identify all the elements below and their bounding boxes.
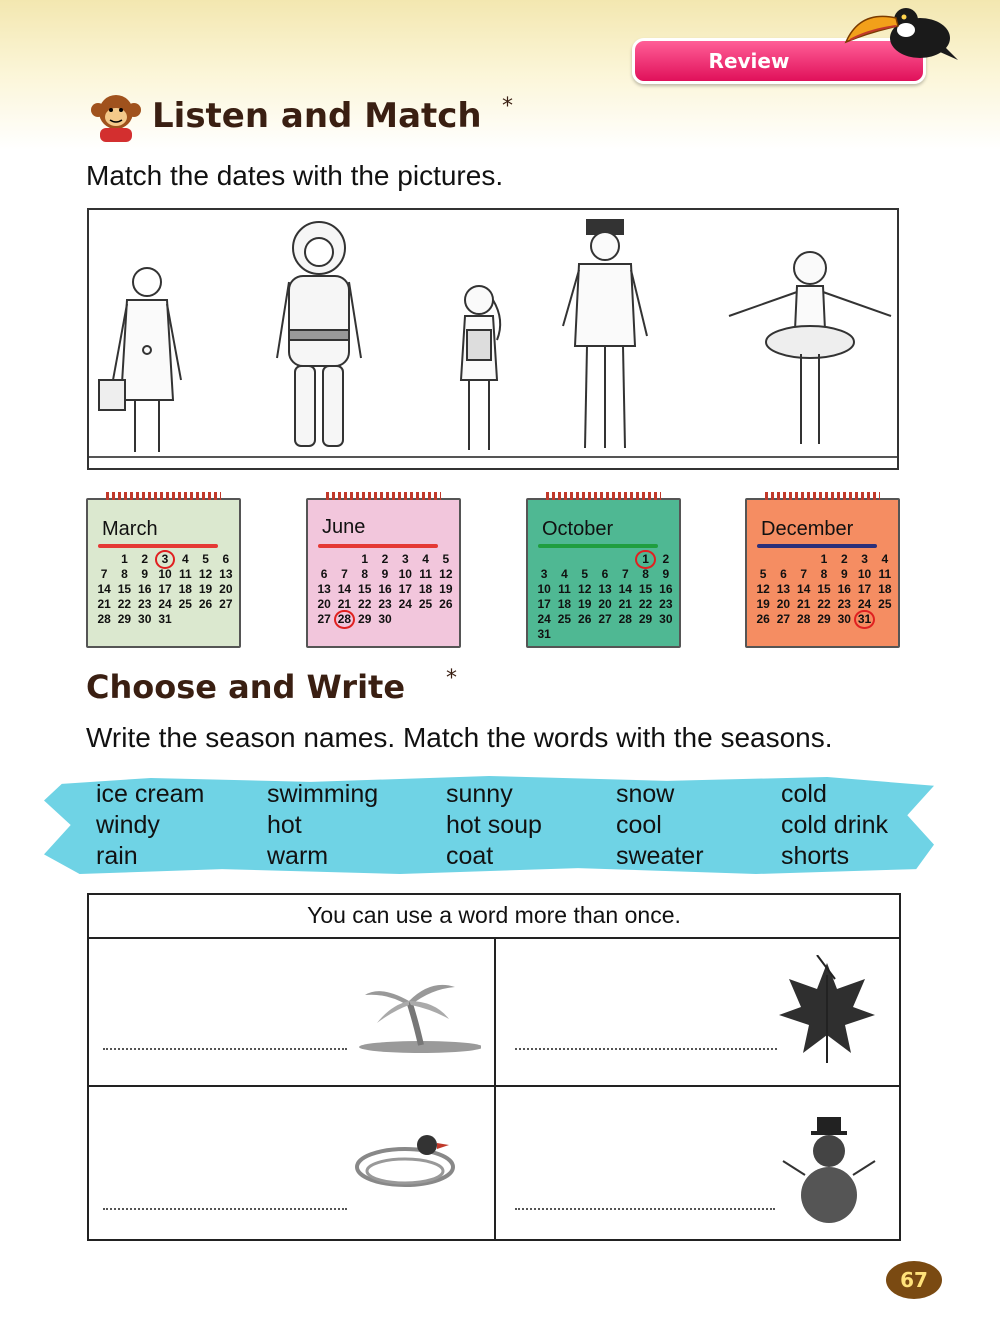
calendar-blank (94, 552, 114, 567)
table-divider-vertical (494, 937, 496, 1239)
calendar-day: 17 (158, 582, 172, 596)
calendar-day: 7 (100, 567, 108, 581)
calendar-day: 26 (756, 612, 770, 626)
calendar-day: 24 (158, 597, 172, 611)
calendar-day: 17 (398, 582, 412, 596)
calendar-day: 31 (537, 627, 551, 641)
calendar-day: 10 (158, 567, 172, 581)
calendar-day: 6 (222, 552, 230, 566)
astronaut-figure (269, 218, 369, 458)
section-title-choose: Choose and Write (86, 668, 406, 706)
maple-leaf-icon (777, 955, 877, 1065)
calendar-day: 25 (178, 597, 192, 611)
calendar-day: 25 (418, 597, 433, 611)
calendar-day: 27 (219, 597, 233, 611)
calendar-day: 29 (638, 612, 653, 626)
calendar-day: 22 (117, 597, 132, 611)
calendar-day: 2 (840, 552, 848, 566)
calendar-blank (794, 552, 814, 567)
calendar-day: 15 (117, 582, 132, 596)
calendar-day: 18 (557, 597, 572, 611)
calendar-day: 22 (817, 597, 831, 611)
calendar-day: 16 (659, 582, 673, 596)
word-bank-item: windy (96, 811, 160, 839)
calendar-day: 11 (878, 567, 892, 581)
page-number: 67 (886, 1261, 942, 1299)
calendar-month: December (761, 518, 854, 540)
calendar-day: 3 (861, 552, 868, 566)
calendar-day: 12 (756, 582, 770, 596)
calendar-day: 30 (138, 612, 152, 626)
calendar-day: 6 (320, 567, 328, 581)
calendar-day: 24 (398, 597, 412, 611)
calendar-day: 9 (840, 567, 848, 581)
section-title-listen: Listen and Match (152, 96, 482, 136)
calendar-day: 23 (659, 597, 673, 611)
doctor-figure (97, 260, 187, 460)
calendar-day: 12 (578, 582, 592, 596)
calendar-rings (326, 492, 441, 500)
word-bank-item: swimming (267, 780, 379, 808)
calendar-day: 28 (97, 612, 111, 626)
calendar-day: 9 (141, 567, 149, 581)
calendar-day: 4 (422, 552, 429, 566)
calendar-day: 21 (337, 597, 352, 611)
calendar-day: 27 (776, 612, 791, 626)
calendar-day: 17 (857, 582, 872, 596)
calendar-blank (334, 552, 354, 567)
calendar-day: 30 (659, 612, 673, 626)
calendar-day: 5 (202, 552, 209, 566)
calendar-day: 28 (797, 612, 811, 626)
word-bank-item: hot soup (446, 811, 542, 839)
calendar-day: 2 (662, 552, 670, 566)
calendar-day: 4 (181, 552, 189, 566)
calendar-day: 27 (598, 612, 612, 626)
calendar-day: 7 (621, 567, 629, 581)
calendar-month: March (102, 518, 158, 540)
toucan-icon (820, 0, 960, 72)
calendar-day: 18 (878, 582, 892, 596)
calendar-day: 7 (341, 567, 348, 581)
calendar-underline (98, 544, 218, 548)
calendar-day: 20 (776, 597, 791, 611)
calendar-blank (615, 552, 635, 567)
calendar-day: 8 (361, 567, 369, 581)
calendar-day: 4 (881, 552, 889, 566)
calendar-day: 24 (857, 597, 872, 611)
calendar-blank (773, 552, 793, 567)
calendar-day: 11 (419, 567, 432, 581)
word-bank-item: ice cream (96, 780, 205, 808)
season-table (87, 893, 901, 1241)
calendar-day: 10 (857, 567, 872, 581)
review-tab-label: Review (708, 49, 790, 73)
calendar-december (745, 498, 900, 648)
calendar-day: 22 (638, 597, 653, 611)
calendar-day: 1 (361, 552, 369, 566)
calendar-day: 27 (317, 612, 331, 626)
calendar-day: 26 (578, 612, 592, 626)
word-bank-item: cold drink (781, 811, 888, 839)
word-bank-item: hot (267, 811, 302, 839)
star-icon: * (446, 666, 457, 691)
calendar-day: 19 (578, 597, 592, 611)
calendar-day: 19 (198, 582, 213, 596)
calendar-day: 6 (780, 567, 787, 581)
calendar-days (534, 552, 676, 642)
calendar-day: 3 (401, 552, 409, 566)
calendar-day: 16 (138, 582, 152, 596)
calendar-day: 21 (618, 597, 632, 611)
calendar-month: October (542, 518, 614, 540)
calendar-day: 11 (558, 582, 571, 596)
calendar-day: 12 (198, 567, 213, 581)
calendar-march (86, 498, 241, 648)
calendar-day: 16 (378, 582, 392, 596)
calendar-day: 25 (878, 597, 892, 611)
calendar-october (526, 498, 681, 648)
calendar-day: 21 (797, 597, 811, 611)
calendar-day: 10 (537, 582, 551, 596)
write-line-summer[interactable] (103, 1048, 347, 1050)
calendar-day-circled: 31 (854, 610, 874, 629)
calendar-day: 8 (121, 567, 128, 581)
calendar-day: 19 (756, 597, 770, 611)
calendar-june (306, 498, 461, 648)
calendar-day: 25 (557, 612, 572, 626)
calendar-day: 24 (537, 612, 551, 626)
table-divider-horizontal (89, 1085, 899, 1087)
calendar-blank (595, 552, 615, 567)
calendar-day: 19 (439, 582, 453, 596)
calendar-day: 2 (381, 552, 389, 566)
calendar-blank (314, 552, 334, 567)
calendar-day: 15 (358, 582, 372, 596)
calendar-days (753, 552, 895, 627)
calendar-day: 5 (759, 567, 767, 581)
palm-tree-icon (351, 975, 481, 1055)
calendar-day: 14 (97, 582, 111, 596)
table-header: You can use a word more than once. (89, 895, 899, 939)
calendar-day-circled: 3 (155, 550, 175, 569)
calendar-day: 9 (381, 567, 389, 581)
calendar-day: 23 (378, 597, 392, 611)
monkey-icon (86, 92, 146, 142)
calendar-blank (554, 552, 574, 567)
calendar-day: 13 (219, 567, 233, 581)
calendar-blank (575, 552, 595, 567)
calendar-day: 1 (820, 552, 828, 566)
calendar-underline (318, 544, 438, 548)
calendar-day: 18 (178, 582, 192, 596)
calendar-day: 20 (219, 582, 233, 596)
word-bank-item: warm (267, 842, 329, 870)
calendar-rings (106, 492, 221, 500)
calendar-day: 10 (398, 567, 412, 581)
calendar-day: 13 (317, 582, 331, 596)
calendar-day: 7 (800, 567, 808, 581)
calendar-days (94, 552, 236, 627)
ballerina-figure (725, 244, 895, 454)
calendar-day: 5 (581, 567, 589, 581)
calendar-day: 20 (598, 597, 612, 611)
calendar-day: 6 (601, 567, 609, 581)
calendar-day: 29 (817, 612, 831, 626)
calendar-day: 14 (618, 582, 632, 596)
calendar-day-circled: 28 (334, 610, 354, 629)
bird-nest-icon (353, 1125, 463, 1195)
calendar-day: 28 (618, 612, 632, 626)
calendar-day: 8 (820, 567, 828, 581)
word-bank-item: cool (616, 811, 662, 839)
word-bank-item: rain (96, 842, 138, 870)
calendar-day: 23 (138, 597, 152, 611)
snowman-icon (779, 1115, 879, 1225)
calendar-day: 3 (540, 567, 548, 581)
calendar-day: 31 (158, 612, 172, 626)
write-line-autumn[interactable] (515, 1048, 777, 1050)
calendar-rings (765, 492, 880, 500)
write-line-spring[interactable] (103, 1208, 347, 1210)
calendar-day: 15 (638, 582, 653, 596)
calendar-day: 26 (198, 597, 213, 611)
calendar-day: 23 (837, 597, 851, 611)
calendar-day: 16 (837, 582, 851, 596)
word-bank-item: shorts (781, 842, 850, 870)
word-bank-item: sweater (616, 842, 704, 870)
calendar-day: 22 (358, 597, 372, 611)
calendar-underline (757, 544, 877, 548)
calendar-day: 5 (442, 552, 450, 566)
calendar-day: 14 (797, 582, 811, 596)
instruction-choose: Write the season names. Match the words with the seasons. (86, 722, 833, 753)
calendar-day: 8 (642, 567, 649, 581)
calendar-day: 2 (141, 552, 149, 566)
policeman-figure (555, 216, 655, 456)
calendar-day: 9 (662, 567, 670, 581)
girl-figure (439, 280, 519, 460)
star-icon: * (502, 94, 513, 119)
calendar-day: 30 (378, 612, 392, 626)
calendar-rings (546, 492, 661, 500)
calendar-day: 18 (418, 582, 433, 596)
calendar-day: 26 (439, 597, 453, 611)
word-bank-item: sunny (446, 780, 513, 808)
calendar-day: 29 (117, 612, 132, 626)
write-line-winter[interactable] (515, 1208, 775, 1210)
calendar-day: 1 (121, 552, 128, 566)
calendar-day: 14 (337, 582, 352, 596)
calendar-day: 13 (776, 582, 791, 596)
calendar-day: 21 (97, 597, 111, 611)
calendar-day: 13 (598, 582, 612, 596)
calendar-days (314, 552, 456, 627)
word-bank-item: snow (616, 780, 675, 808)
calendar-underline (538, 544, 658, 548)
word-bank-item: cold (781, 780, 827, 808)
calendar-day: 20 (317, 597, 331, 611)
calendar-day: 29 (358, 612, 372, 626)
people-picture (87, 208, 899, 470)
calendar-day: 15 (817, 582, 831, 596)
calendar-day: 11 (178, 567, 192, 581)
calendar-blank (534, 552, 554, 567)
calendar-blank (753, 552, 773, 567)
instruction-listen: Match the dates with the pictures. (86, 160, 504, 191)
calendar-month: June (322, 516, 366, 538)
calendar-day: 4 (561, 567, 568, 581)
calendar-day: 17 (537, 597, 551, 611)
calendar-day: 30 (837, 612, 851, 626)
word-bank-item: coat (446, 842, 494, 870)
calendar-day: 12 (439, 567, 453, 581)
calendar-day-circled: 1 (635, 550, 655, 569)
